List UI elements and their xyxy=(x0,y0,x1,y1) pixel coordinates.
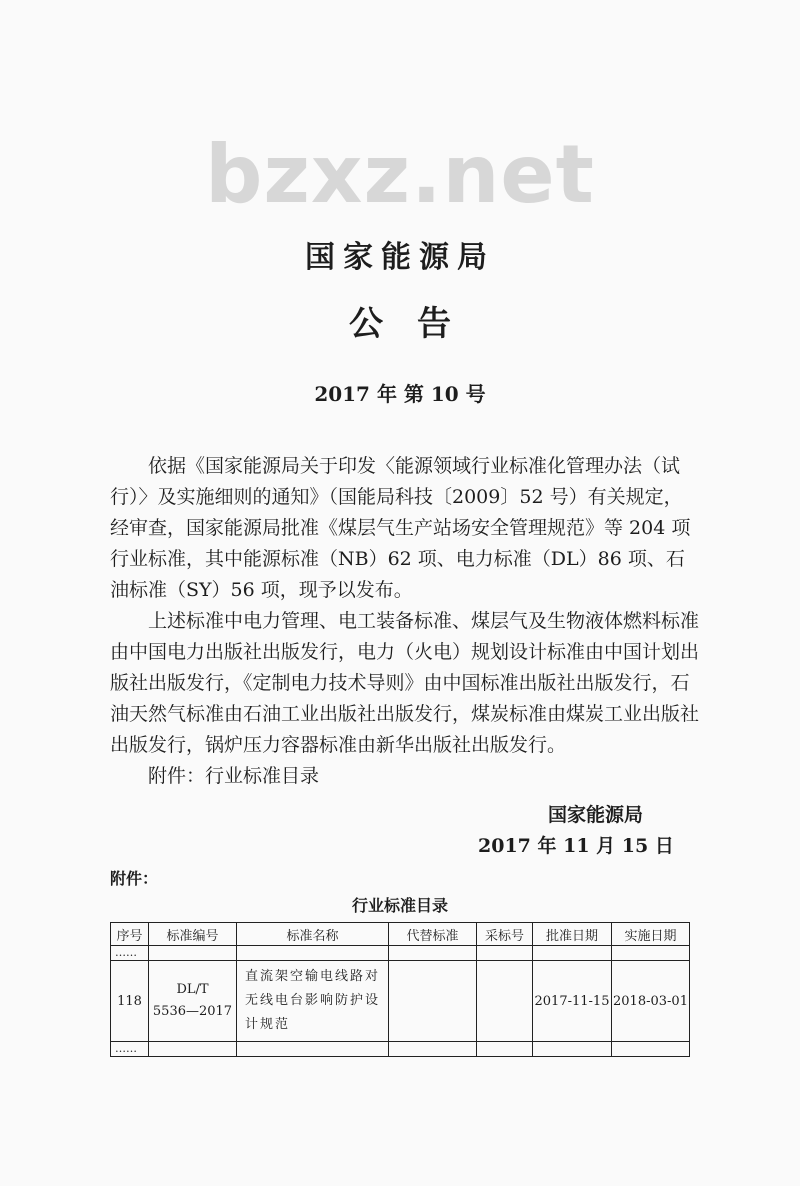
cell-effective-date: 2018-03-01 xyxy=(612,961,690,1042)
table-row xyxy=(111,961,690,1042)
column-header-name: 标准名称 xyxy=(237,923,389,946)
cell-approval-date: 2017-11-15 xyxy=(533,961,612,1042)
column-header-seq: 序号 xyxy=(111,923,149,946)
cell-adopted xyxy=(477,961,533,1042)
document-type-title: 公告 xyxy=(349,304,485,344)
signature-organization: 国家能源局 xyxy=(548,804,644,826)
annex-table-title: 行业标准目录 xyxy=(351,896,448,915)
table-row-ellipsis-bottom xyxy=(111,1042,690,1057)
column-header-code: 标准编号 xyxy=(149,923,237,946)
column-header-adopted: 采标号 xyxy=(477,923,533,946)
cell-code xyxy=(149,961,237,1042)
body-paragraph-3: 附件：行业标准目录 xyxy=(148,765,320,787)
ellipsis-cell: …… xyxy=(111,1042,149,1057)
cell-seq: 118 xyxy=(111,961,149,1042)
annex-label: 附件： xyxy=(110,869,159,888)
body-paragraph-2: 上述标准中电力管理、电工装备标准、煤层气及生物液体燃料标准由中国电力出版社出版发行，电力（火电）规划设计标准由中国计划出版社出版发行，《定制电力技术导则》由中国标准出版社出版发行，石油天然气标准由石油工业出版社出版发行，煤炭标准由煤炭工业出版社出版发行，锅炉压力容器标准由新华出版社出版发行。 xyxy=(110,610,700,756)
watermark-text: bzxz.net xyxy=(205,128,595,221)
issue-number: 2017 年 第 10 号 xyxy=(314,382,486,406)
standards-table xyxy=(110,922,690,1057)
cell-code-line2: 5536—2017 xyxy=(152,1004,233,1019)
column-header-replaces: 代替标准 xyxy=(389,923,477,946)
cell-code-line1: DL/T xyxy=(176,982,209,997)
table-row-ellipsis-top xyxy=(111,946,690,961)
notice-body xyxy=(110,451,700,792)
table-header-row xyxy=(111,923,690,946)
issuing-agency: 国家能源局 xyxy=(305,240,495,275)
column-header-approval-date: 批准日期 xyxy=(533,923,612,946)
cell-replaces xyxy=(389,961,477,1042)
signature-date: 2017 年 11 月 15 日 xyxy=(478,835,674,857)
cell-name: 直流架空输电线路对无线电台影响防护设计规范 xyxy=(237,961,389,1042)
body-paragraph-1: 依据《国家能源局关于印发〈能源领域行业标准化管理办法（试行）〉及实施细则的通知》（国能局科技〔2009〕52 号）有关规定，经审查，国家能源局批准《煤层气生产站场安全管理规范》等 204 项行业标准，其中能源标准（NB）62 项、电力标准（DL）86 项、石油标准（SY）56 项，现予以发布。 xyxy=(110,455,691,601)
ellipsis-cell: …… xyxy=(111,946,149,961)
column-header-effective-date: 实施日期 xyxy=(612,923,690,946)
